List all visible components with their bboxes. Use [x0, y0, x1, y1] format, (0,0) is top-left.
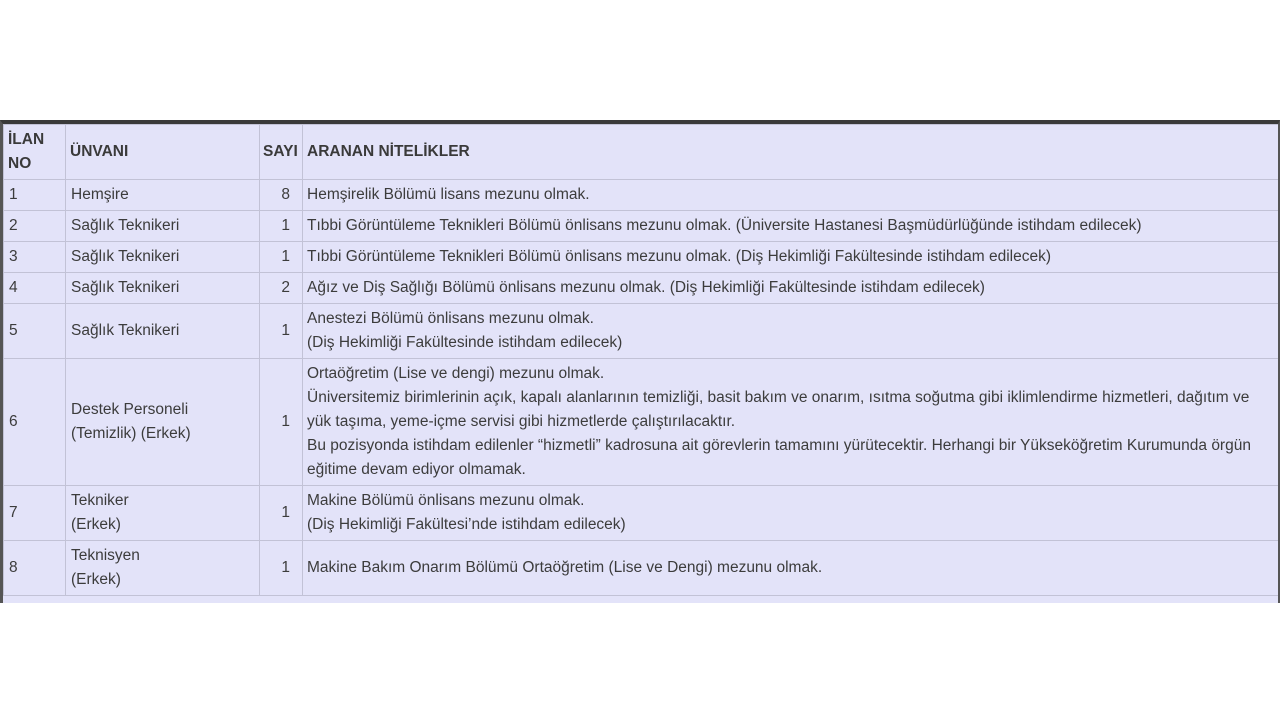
cell-nitelikler	[303, 211, 1279, 242]
qualification-line: Bu pozisyonda istihdam edilenler “hizmetli” kadrosuna ait görevlerin tamamını yürütecektir. Herhangi bir Yükseköğretim Kurumunda örgün eğitime devam ediyor olmamak.	[307, 437, 1251, 478]
qualification-line: Üniversitemiz birimlerinin açık, kapalı alanlarının temizliği, basit bakım ve onarım, ısıtma soğutma gibi iklimlendirme hizmetleri, dağıtım ve yük taşıma, yeme-içme servisi gibi hizmetlerde çalıştırılacaktır.	[307, 389, 1250, 430]
title-line: Sağlık Teknikeri	[71, 279, 180, 296]
cell-sayi: 1	[260, 486, 303, 541]
cell-nitelikler	[303, 359, 1279, 486]
cell-ilan-no: 7	[4, 486, 66, 541]
cell-sayi: 1	[260, 211, 303, 242]
cell-sayi: 1	[260, 242, 303, 273]
title-line: Teknisyen	[71, 547, 140, 564]
cell-sayi: 1	[260, 541, 303, 596]
cell-unvani	[66, 242, 260, 273]
cell-nitelikler	[303, 486, 1279, 541]
title-line: Sağlık Teknikeri	[71, 322, 180, 339]
cell-ilan-no: 1	[4, 180, 66, 211]
job-listing-table-frame	[0, 120, 1280, 603]
table-row	[4, 486, 1279, 541]
cell-unvani	[66, 359, 260, 486]
cell-nitelikler	[303, 180, 1279, 211]
table-row	[4, 211, 1279, 242]
cell-nitelikler	[303, 242, 1279, 273]
title-line: (Temizlik) (Erkek)	[71, 425, 191, 442]
cell-ilan-no: 8	[4, 541, 66, 596]
title-line: (Erkek)	[71, 571, 121, 588]
title-line: Tekniker	[71, 492, 129, 509]
cell-ilan-no: 6	[4, 359, 66, 486]
qualification-line: Tıbbi Görüntüleme Teknikleri Bölümü önlisans mezunu olmak. (Üniversite Hastanesi Başmüdürlüğünde istihdam edilecek)	[307, 217, 1142, 234]
title-line: Sağlık Teknikeri	[71, 217, 180, 234]
title-line: Hemşire	[71, 186, 129, 203]
qualification-line: Hemşirelik Bölümü lisans mezunu olmak.	[307, 186, 590, 203]
cell-sayi: 1	[260, 359, 303, 486]
table-row	[4, 359, 1279, 486]
table-row	[4, 304, 1279, 359]
header-aranan-nitelikler: ARANAN NİTELİKLER	[303, 125, 1279, 180]
cell-unvani	[66, 304, 260, 359]
cell-ilan-no: 4	[4, 273, 66, 304]
cell-nitelikler	[303, 273, 1279, 304]
cell-sayi: 1	[260, 304, 303, 359]
cell-ilan-no: 5	[4, 304, 66, 359]
cell-unvani	[66, 180, 260, 211]
cell-nitelikler	[303, 304, 1279, 359]
qualification-line: Ortaöğretim (Lise ve dengi) mezunu olmak.	[307, 365, 605, 382]
title-line: Sağlık Teknikeri	[71, 248, 180, 265]
cell-unvani	[66, 273, 260, 304]
cell-ilan-no: 2	[4, 211, 66, 242]
job-listing-table	[3, 124, 1279, 596]
qualification-line: Ağız ve Diş Sağlığı Bölümü önlisans mezunu olmak. (Diş Hekimliği Fakültesinde istihdam edilecek)	[307, 279, 985, 296]
qualification-line: (Diş Hekimliği Fakültesinde istihdam edilecek)	[307, 334, 623, 351]
cell-unvani	[66, 486, 260, 541]
qualification-line: Tıbbi Görüntüleme Teknikleri Bölümü önlisans mezunu olmak. (Diş Hekimliği Fakültesinde istihdam edilecek)	[307, 248, 1052, 265]
header-sayi: SAYI	[260, 125, 303, 180]
cell-unvani	[66, 541, 260, 596]
table-header-row	[4, 125, 1279, 180]
title-line: Destek Personeli	[71, 401, 189, 418]
cell-sayi: 2	[260, 273, 303, 304]
table-row	[4, 180, 1279, 211]
qualification-line: Makine Bölümü önlisans mezunu olmak.	[307, 492, 585, 509]
cell-nitelikler	[303, 541, 1279, 596]
qualification-line: Anestezi Bölümü önlisans mezunu olmak.	[307, 310, 594, 327]
cell-ilan-no: 3	[4, 242, 66, 273]
qualification-line: Makine Bakım Onarım Bölümü Ortaöğretim (Lise ve Dengi) mezunu olmak.	[307, 559, 823, 576]
header-ilan-no: İLAN NO	[4, 125, 66, 180]
table-row	[4, 541, 1279, 596]
table-row	[4, 242, 1279, 273]
title-line: (Erkek)	[71, 516, 121, 533]
cell-unvani	[66, 211, 260, 242]
cell-sayi: 8	[260, 180, 303, 211]
table-row	[4, 273, 1279, 304]
qualification-line: (Diş Hekimliği Fakültesi’nde istihdam edilecek)	[307, 516, 626, 533]
header-unvani: ÜNVANI	[66, 125, 260, 180]
